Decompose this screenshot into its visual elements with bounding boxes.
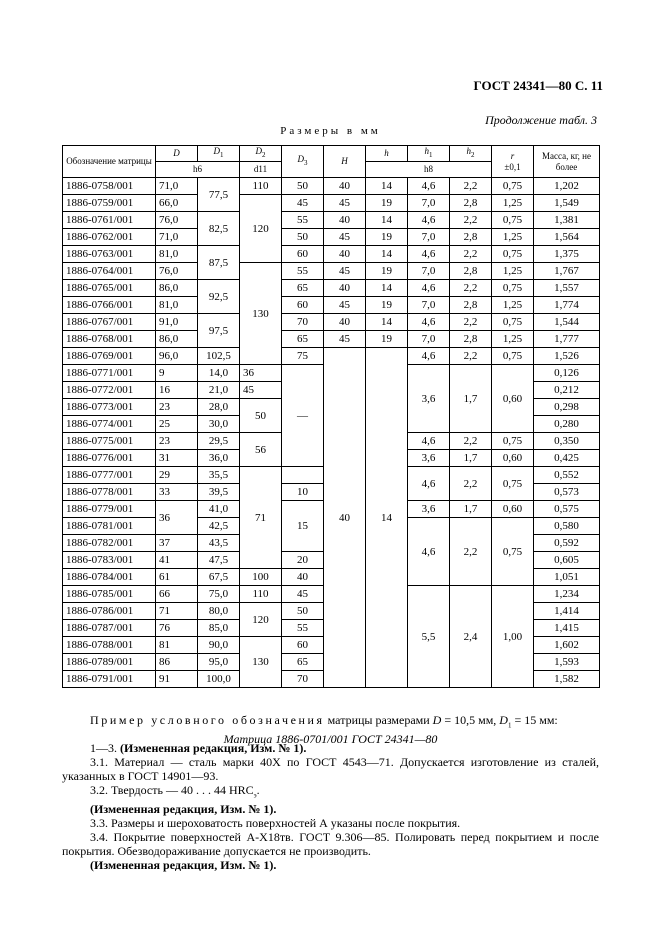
cell-D3 — [282, 467, 324, 484]
cell-designation: 1886-0768/001 — [63, 331, 156, 348]
cell-D3: 55 — [282, 263, 324, 280]
cell-h: 19 — [366, 297, 408, 314]
cell-D3: 60 — [282, 246, 324, 263]
cell-h: 14 — [366, 246, 408, 263]
table-row — [63, 297, 600, 314]
cell-mass: 0,212 — [534, 382, 600, 399]
cell-h2: 2,8 — [450, 263, 492, 280]
cell-mass: 1,549 — [534, 195, 600, 212]
cell-H: 45 — [324, 331, 366, 348]
cell-D1: 100,0 — [198, 671, 240, 688]
cell-D1: 97,5 — [198, 314, 240, 348]
cell-r: 0,75 — [492, 348, 534, 365]
cell-D1: 90,0 — [198, 637, 240, 654]
table-row — [63, 212, 600, 229]
cell-h: 14 — [366, 314, 408, 331]
cell-D: 66 — [156, 586, 198, 603]
cell-h2: 2,2 — [450, 280, 492, 297]
cell-D2: 110 — [240, 178, 282, 195]
cell-D: 91 — [156, 671, 198, 688]
cell-r: 1,25 — [492, 229, 534, 246]
cell-h: 19 — [366, 263, 408, 280]
cell-r: 1,00 — [492, 586, 534, 688]
table-row — [63, 280, 600, 297]
header-tol-h6: h6 — [156, 162, 240, 178]
cell-D3: 65 — [282, 331, 324, 348]
cell-r: 0,60 — [492, 365, 534, 433]
cell-mass: 0,575 — [534, 501, 600, 518]
cell-h2: 2,2 — [450, 467, 492, 501]
cell-D: 9 — [156, 365, 198, 382]
cell-h1: 7,0 — [408, 331, 450, 348]
cell-D1: 41,0 — [198, 501, 240, 518]
cell-mass: 1,381 — [534, 212, 600, 229]
cell-designation: 1886-0767/001 — [63, 314, 156, 331]
notes — [62, 741, 599, 872]
cell-designation: 1886-0775/001 — [63, 433, 156, 450]
cell-h1: 4,6 — [408, 518, 450, 586]
cell-h2: 2,2 — [450, 178, 492, 195]
cell-D1: 28,0 — [198, 399, 240, 416]
cell-mass: 1,602 — [534, 637, 600, 654]
cell-h2: 1,7 — [450, 501, 492, 518]
cell-h: 14 — [366, 178, 408, 195]
cell-D2: 130 — [240, 637, 282, 688]
cell-H: 45 — [324, 229, 366, 246]
cell-D: 36 — [156, 501, 198, 535]
cell-designation: 1886-0765/001 — [63, 280, 156, 297]
cell-D: 31 — [156, 450, 198, 467]
cell-mass: 1,767 — [534, 263, 600, 280]
cell-h2: 2,2 — [450, 518, 492, 586]
note-amendment-3: (Измененная редакция, Изм. № 1). — [90, 858, 277, 873]
cell-D3: — — [282, 365, 324, 467]
header-designation: Обозначение матрицы — [63, 146, 156, 178]
cell-mass: 0,298 — [534, 399, 600, 416]
cell-H: 40 — [324, 280, 366, 297]
cell-r: 1,25 — [492, 263, 534, 280]
cell-designation: 1886-0766/001 — [63, 297, 156, 314]
cell-h1: 3,6 — [408, 501, 450, 518]
cell-mass: 1,415 — [534, 620, 600, 637]
cell-r: 0,75 — [492, 467, 534, 501]
cell-r: 0,75 — [492, 280, 534, 297]
table-row — [63, 331, 600, 348]
cell-D3: 65 — [282, 654, 324, 671]
cell-D3: 50 — [282, 603, 324, 620]
dimensions-label: Размеры в мм — [280, 125, 381, 137]
cell-D1: 29,5 — [198, 433, 240, 450]
cell-h1: 7,0 — [408, 195, 450, 212]
page-header: ГОСТ 24341—80 С. 11 — [473, 78, 603, 93]
cell-D: 71 — [156, 603, 198, 620]
cell-h1: 4,6 — [408, 246, 450, 263]
cell-D: 41 — [156, 552, 198, 569]
cell-D3: 70 — [282, 314, 324, 331]
header-D3: $D_3$ — [282, 146, 324, 178]
cell-D1: 47,5 — [198, 552, 240, 569]
example-prefix: Пример условного обозначения — [90, 713, 325, 727]
cell-r: 0,75 — [492, 518, 534, 586]
cell-h: 14 — [366, 348, 408, 688]
cell-designation: 1886-0758/001 — [63, 178, 156, 195]
note-3-1: 3.1. Материал — сталь марки 40Х по ГОСТ 4543—71. Допускается изготовление из сталей, указанных в ГОСТ 14901—93. — [62, 755, 599, 783]
cell-designation: 1886-0759/001 — [63, 195, 156, 212]
cell-h1: 5,5 — [408, 586, 450, 688]
cell-designation: 1886-0769/001 — [63, 348, 156, 365]
cell-D3: 75 — [282, 348, 324, 365]
cell-designation: 1886-0785/001 — [63, 586, 156, 603]
cell-D: 86,0 — [156, 280, 198, 297]
cell-designation: 1886-0761/001 — [63, 212, 156, 229]
cell-D1: 43,5 — [198, 535, 240, 552]
cell-D3: 50 — [282, 229, 324, 246]
cell-h2: 2,2 — [450, 348, 492, 365]
cell-h2: 2,8 — [450, 331, 492, 348]
cell-mass: 0,605 — [534, 552, 600, 569]
example-var-d1-sub: 1 — [507, 721, 512, 730]
cell-D1: 35,5 — [198, 467, 240, 484]
table-row — [63, 263, 600, 280]
cell-D3: 50 — [282, 178, 324, 195]
example-eq2: = 15 мм: — [511, 713, 558, 727]
header-tol-h8: h8 — [366, 162, 492, 178]
cell-D1: 36,0 — [198, 450, 240, 467]
cell-h2: 2,4 — [450, 586, 492, 688]
cell-mass: 0,580 — [534, 518, 600, 535]
cell-D1: 75,0 — [198, 586, 240, 603]
cell-h1: 7,0 — [408, 297, 450, 314]
cell-h2: 2,2 — [450, 212, 492, 229]
cell-mass: 1,593 — [534, 654, 600, 671]
cell-r: 1,25 — [492, 297, 534, 314]
cell-D2: 100 — [240, 569, 282, 586]
cell-r: 0,60 — [492, 450, 534, 467]
cell-D3: 15 — [282, 501, 324, 552]
cell-D: 71,0 — [156, 178, 198, 195]
cell-h1: 7,0 — [408, 229, 450, 246]
cell-designation: 1886-0773/001 — [63, 399, 156, 416]
cell-r: 0,75 — [492, 433, 534, 450]
cell-D1: 21,0 — [198, 382, 240, 399]
cell-h: 14 — [366, 280, 408, 297]
note-amendment-2: (Измененная редакция, Изм. № 1). — [90, 802, 277, 817]
cell-h2: 2,2 — [450, 314, 492, 331]
cell-D3: 20 — [282, 552, 324, 569]
cell-r: 1,25 — [492, 195, 534, 212]
cell-r: 1,25 — [492, 331, 534, 348]
cell-h1: 4,6 — [408, 433, 450, 450]
cell-designation: 1886-0774/001 — [63, 416, 156, 433]
table-row — [63, 314, 600, 331]
cell-h: 19 — [366, 229, 408, 246]
cell-D2: 110 — [240, 586, 282, 603]
cell-D1: 82,5 — [198, 212, 240, 246]
note-1: 1—3. (Измененная редакция, Изм. № 1). — [90, 741, 307, 755]
cell-h2: 1,7 — [450, 365, 492, 433]
cell-h2: 2,8 — [450, 297, 492, 314]
cell-D2: 45 — [240, 382, 282, 399]
cell-mass: 1,777 — [534, 331, 600, 348]
header-D1: $D_1$ — [198, 146, 240, 162]
cell-D: 23 — [156, 433, 198, 450]
cell-h2: 1,7 — [450, 450, 492, 467]
cell-h2: 2,8 — [450, 195, 492, 212]
cell-D: 25 — [156, 416, 198, 433]
cell-h1: 4,6 — [408, 467, 450, 501]
cell-D: 86 — [156, 654, 198, 671]
cell-designation: 1886-0777/001 — [63, 467, 156, 484]
table-row — [63, 348, 600, 365]
header-h: h — [366, 146, 408, 162]
note-3-3: 3.3. Размеры и шероховатость поверхностей А указаны после покрытия. — [90, 816, 461, 831]
cell-designation: 1886-0781/001 — [63, 518, 156, 535]
cell-D1: 39,5 — [198, 484, 240, 501]
cell-H: 45 — [324, 195, 366, 212]
cell-H: 40 — [324, 314, 366, 331]
cell-D1: 92,5 — [198, 280, 240, 314]
cell-mass: 0,126 — [534, 365, 600, 382]
cell-D1: 95,0 — [198, 654, 240, 671]
cell-D: 37 — [156, 535, 198, 552]
cell-r: 0,60 — [492, 501, 534, 518]
cell-designation: 1886-0779/001 — [63, 501, 156, 518]
header-r: r ±0,1 — [492, 146, 534, 178]
cell-designation: 1886-0782/001 — [63, 535, 156, 552]
cell-D: 23 — [156, 399, 198, 416]
cell-D: 76,0 — [156, 263, 198, 280]
cell-h1: 4,6 — [408, 348, 450, 365]
cell-h1: 4,6 — [408, 178, 450, 195]
cell-h: 14 — [366, 212, 408, 229]
cell-D1: 30,0 — [198, 416, 240, 433]
cell-D3: 40 — [282, 569, 324, 586]
cell-mass: 1,582 — [534, 671, 600, 688]
cell-designation: 1886-0786/001 — [63, 603, 156, 620]
table-continuation-label: Продолжение табл. 3 — [485, 113, 597, 127]
cell-D2: 36 — [240, 365, 282, 382]
cell-h1: 3,6 — [408, 365, 450, 433]
cell-D3: 60 — [282, 297, 324, 314]
example-text: матрицы размерами — [324, 713, 433, 727]
cell-D1: 67,5 — [198, 569, 240, 586]
cell-D: 76,0 — [156, 212, 198, 229]
header-H: H — [324, 146, 366, 178]
cell-mass: 0,350 — [534, 433, 600, 450]
cell-D3: 55 — [282, 620, 324, 637]
cell-mass: 1,774 — [534, 297, 600, 314]
header-h2: $h_2$ — [450, 146, 492, 162]
table-row — [63, 178, 600, 195]
cell-r: 0,75 — [492, 246, 534, 263]
cell-h2: 2,2 — [450, 433, 492, 450]
cell-D3: 45 — [282, 586, 324, 603]
cell-D3: 60 — [282, 637, 324, 654]
cell-mass: 1,544 — [534, 314, 600, 331]
cell-h2: 2,2 — [450, 246, 492, 263]
cell-H: 45 — [324, 263, 366, 280]
header-D2: $D_2$ — [240, 146, 282, 162]
cell-mass: 0,425 — [534, 450, 600, 467]
cell-H: 40 — [324, 246, 366, 263]
header-D: D — [156, 146, 198, 162]
cell-D1: 87,5 — [198, 246, 240, 280]
cell-D1: 14,0 — [198, 365, 240, 382]
cell-D1: 102,5 — [198, 348, 240, 365]
cell-h1: 4,6 — [408, 280, 450, 297]
cell-designation: 1886-0791/001 — [63, 671, 156, 688]
cell-D: 61 — [156, 569, 198, 586]
cell-D: 76 — [156, 620, 198, 637]
cell-D2: 120 — [240, 195, 282, 263]
cell-mass: 1,414 — [534, 603, 600, 620]
cell-D1: 85,0 — [198, 620, 240, 637]
cell-D: 16 — [156, 382, 198, 399]
cell-h2: 2,8 — [450, 229, 492, 246]
cell-designation: 1886-0778/001 — [63, 484, 156, 501]
table-row — [63, 195, 600, 212]
cell-h: 19 — [366, 195, 408, 212]
cell-mass: 1,526 — [534, 348, 600, 365]
cell-mass: 1,557 — [534, 280, 600, 297]
cell-D: 66,0 — [156, 195, 198, 212]
cell-D3: 55 — [282, 212, 324, 229]
cell-H: 40 — [324, 212, 366, 229]
cell-D: 81 — [156, 637, 198, 654]
cell-D2: 120 — [240, 603, 282, 637]
cell-D2: 56 — [240, 433, 282, 467]
note-3-4: 3.4. Покрытие поверхностей А-Х18тв. ГОСТ 9.306—85. Полировать перед покрытием и после покрытия. Обезводораживание допускается не производить. — [62, 830, 599, 859]
cell-D: 91,0 — [156, 314, 198, 331]
cell-r: 0,75 — [492, 314, 534, 331]
cell-designation: 1886-0788/001 — [63, 637, 156, 654]
cell-D: 71,0 — [156, 229, 198, 246]
cell-D1: 80,0 — [198, 603, 240, 620]
cell-mass: 1,234 — [534, 586, 600, 603]
cell-designation: 1886-0789/001 — [63, 654, 156, 671]
cell-r: 0,75 — [492, 212, 534, 229]
cell-D: 81,0 — [156, 246, 198, 263]
table-row — [63, 246, 600, 263]
header-h1: $h_1$ — [408, 146, 450, 162]
cell-mass: 1,202 — [534, 178, 600, 195]
example-var-d1: D — [499, 713, 508, 727]
cell-designation: 1886-0771/001 — [63, 365, 156, 382]
cell-designation: 1886-0787/001 — [63, 620, 156, 637]
cell-D3: 45 — [282, 195, 324, 212]
header-tol-d11: d11 — [240, 162, 282, 178]
cell-mass: 0,592 — [534, 535, 600, 552]
cell-D: 29 — [156, 467, 198, 484]
cell-designation: 1886-0776/001 — [63, 450, 156, 467]
cell-h1: 7,0 — [408, 263, 450, 280]
cell-h1: 4,6 — [408, 314, 450, 331]
cell-mass: 0,573 — [534, 484, 600, 501]
cell-D2: 130 — [240, 263, 282, 365]
cell-D2: 71 — [240, 467, 282, 569]
header-mass: Масса, кг, не более — [534, 146, 600, 178]
cell-r: 0,75 — [492, 178, 534, 195]
cell-H: 40 — [324, 178, 366, 195]
cell-designation: 1886-0772/001 — [63, 382, 156, 399]
example-eq1: = 10,5 мм, — [441, 713, 500, 727]
cell-h1: 3,6 — [408, 450, 450, 467]
cell-h1: 4,6 — [408, 212, 450, 229]
cell-D3: 70 — [282, 671, 324, 688]
cell-D: 81,0 — [156, 297, 198, 314]
cell-designation: 1886-0783/001 — [63, 552, 156, 569]
cell-D1: 42,5 — [198, 518, 240, 535]
cell-D: 96,0 — [156, 348, 198, 365]
cell-mass: 0,280 — [534, 416, 600, 433]
cell-H: 45 — [324, 297, 366, 314]
cell-designation: 1886-0764/001 — [63, 263, 156, 280]
cell-mass: 1,051 — [534, 569, 600, 586]
cell-D3: 10 — [282, 484, 324, 501]
example-designation: Матрица 1886-0701/001 ГОСТ 24341—80 — [223, 732, 438, 747]
cell-designation: 1886-0763/001 — [63, 246, 156, 263]
example-var-d: D — [432, 713, 442, 727]
cell-H: 40 — [324, 348, 366, 688]
table-row — [63, 229, 600, 246]
cell-designation: 1886-0762/001 — [63, 229, 156, 246]
cell-designation: 1886-0784/001 — [63, 569, 156, 586]
cell-D2: 50 — [240, 399, 282, 433]
note-3-2: 3.2. Твердость — 40 . . . 44 $HRC_э$. — [90, 783, 260, 800]
cell-h: 19 — [366, 331, 408, 348]
cell-D1: 77,5 — [198, 178, 240, 212]
cell-mass: 1,564 — [534, 229, 600, 246]
cell-mass: 0,552 — [534, 467, 600, 484]
cell-D3: 65 — [282, 280, 324, 297]
cell-D: 33 — [156, 484, 198, 501]
cell-D: 86,0 — [156, 331, 198, 348]
dimensions-table — [62, 145, 600, 688]
cell-mass: 1,375 — [534, 246, 600, 263]
